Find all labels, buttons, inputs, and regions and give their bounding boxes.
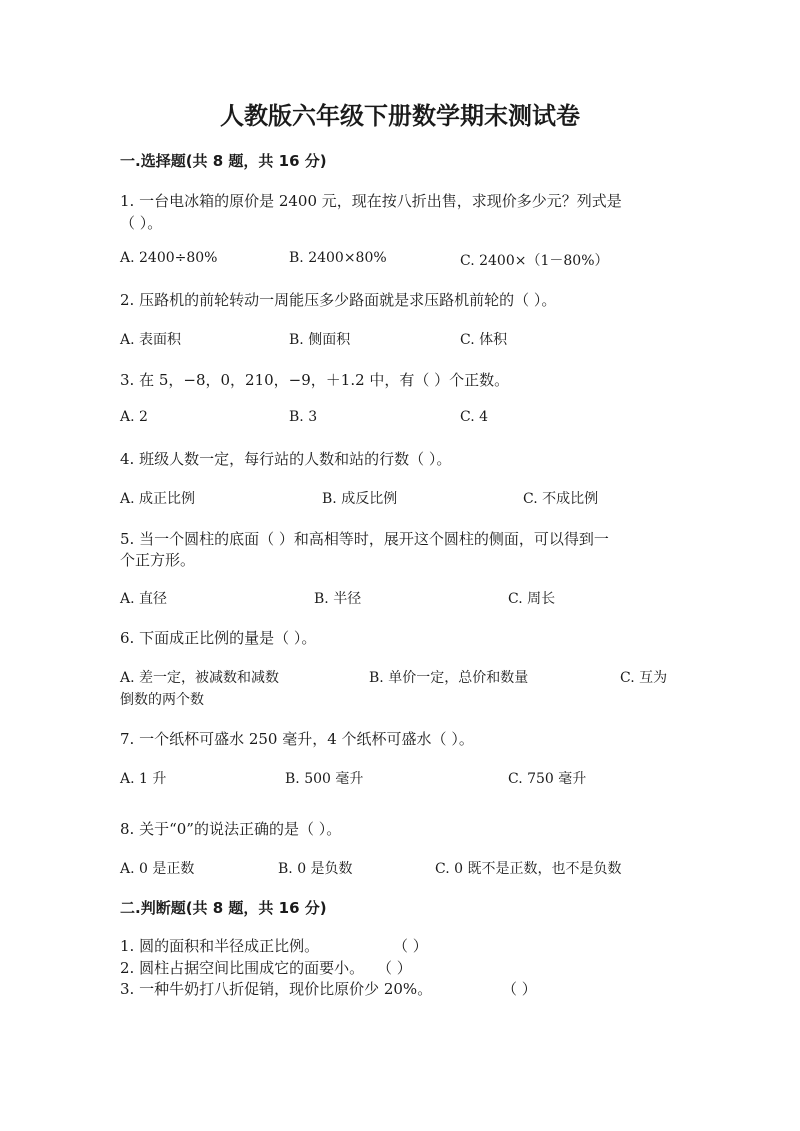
judgment-2: 2. 圆柱占据空间比围成它的面要小。 xyxy=(120,959,365,977)
question-1-blank: （ ）。 xyxy=(120,214,163,232)
q1-option-b[interactable]: B. 2400×80% xyxy=(289,250,387,266)
section-heading-judgment: 二.判断题(共 8 题，共 16 分) xyxy=(120,899,327,917)
q6-option-b[interactable]: B. 单价一定，总价和数量 xyxy=(369,670,529,686)
page-title: 人教版六年级下册数学期末测试卷 xyxy=(220,102,580,130)
q8-option-c[interactable]: C. 0 既不是正数，也不是负数 xyxy=(435,861,622,877)
question-1: 1. 一台电冰箱的原价是 2400 元，现在按八折出售，求现价多少元？列式是 xyxy=(120,192,622,210)
q7-option-b[interactable]: B. 500 毫升 xyxy=(285,771,364,787)
question-7: 7. 一个纸杯可盛水 250 毫升，4 个纸杯可盛水（ ）。 xyxy=(120,730,474,748)
question-6: 6. 下面成正比例的量是（ ）。 xyxy=(120,629,317,647)
q2-option-b[interactable]: B. 侧面积 xyxy=(289,332,351,348)
q6-option-a[interactable]: A. 差一定，被减数和减数 xyxy=(120,670,280,686)
q7-option-a[interactable]: A. 1 升 xyxy=(120,771,167,787)
q5-option-b[interactable]: B. 半径 xyxy=(314,591,362,607)
judgment-3-blank[interactable]: （ ） xyxy=(502,980,537,998)
q8-option-b[interactable]: B. 0 是负数 xyxy=(278,861,353,877)
q6-option-c-continued: 倒数的两个数 xyxy=(120,692,204,708)
q8-option-a[interactable]: A. 0 是正数 xyxy=(120,861,195,877)
question-5-line2: 个正方形。 xyxy=(120,551,196,569)
q5-option-c[interactable]: C. 周长 xyxy=(508,591,556,607)
question-4: 4. 班级人数一定，每行站的人数和站的行数（ ）。 xyxy=(120,450,452,468)
q1-option-a[interactable]: A. 2400÷80% xyxy=(120,250,218,266)
q1-option-c[interactable]: C. 2400×（1－80%） xyxy=(460,253,609,269)
judgment-1: 1. 圆的面积和半径成正比例。 xyxy=(120,937,320,955)
question-3: 3. 在 5，−8，0，210，−9，＋1.2 中，有（ ）个正数。 xyxy=(120,371,510,389)
judgment-3: 3. 一种牛奶打八折促销，现价比原价少 20%。 xyxy=(120,980,433,998)
q3-option-a[interactable]: A. 2 xyxy=(120,409,148,425)
question-5: 5. 当一个圆柱的底面（ ）和高相等时，展开这个圆柱的侧面，可以得到一 xyxy=(120,530,609,548)
q4-option-c[interactable]: C. 不成比例 xyxy=(523,491,599,507)
q4-option-a[interactable]: A. 成正比例 xyxy=(120,491,196,507)
q7-option-c[interactable]: C. 750 毫升 xyxy=(508,771,587,787)
q3-option-b[interactable]: B. 3 xyxy=(289,409,318,425)
question-8: 8. 关于“0”的说法正确的是（ ）。 xyxy=(120,820,342,838)
judgment-1-blank[interactable]: （ ） xyxy=(393,937,428,955)
q4-option-b[interactable]: B. 成反比例 xyxy=(322,491,398,507)
judgment-2-blank[interactable]: （ ） xyxy=(377,959,412,977)
q5-option-a[interactable]: A. 直径 xyxy=(120,591,168,607)
q2-option-a[interactable]: A. 表面积 xyxy=(120,332,182,348)
section-heading-choice: 一.选择题(共 8 题，共 16 分) xyxy=(120,152,327,170)
q2-option-c[interactable]: C. 体积 xyxy=(460,332,508,348)
q6-option-c[interactable]: C. 互为 xyxy=(620,670,668,686)
question-2: 2. 压路机的前轮转动一周能压多少路面就是求压路机前轮的（ ）。 xyxy=(120,291,557,309)
q3-option-c[interactable]: C. 4 xyxy=(460,409,489,425)
